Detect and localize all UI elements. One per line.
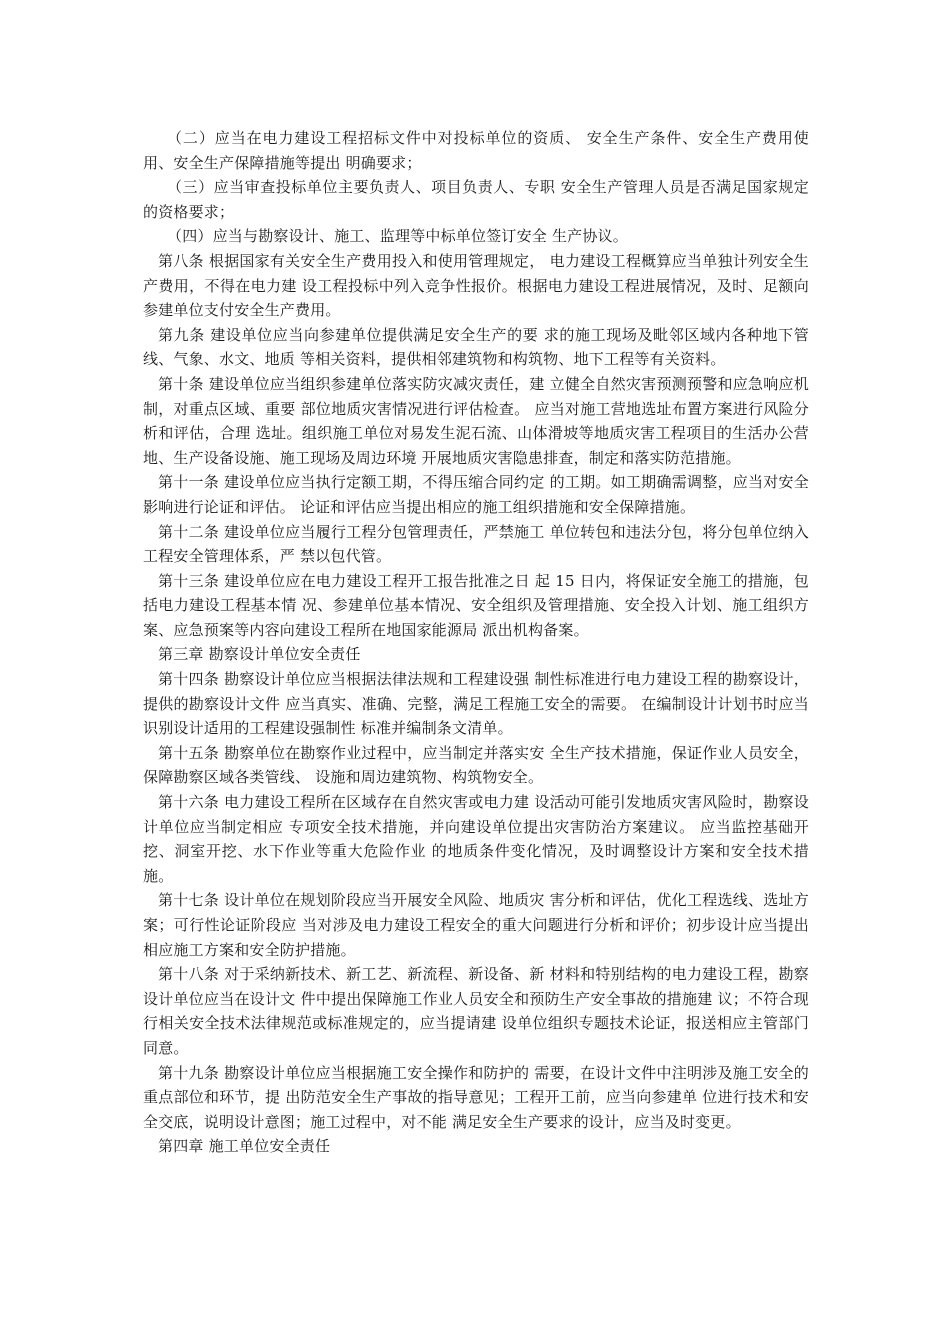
chapter-3-heading: 第三章 勘察设计单位安全责任 <box>158 645 361 664</box>
article-15: 第十五条 勘察单位在勘察作业过程中，应当制定并落实安 全生产技术措施，保证作业人员安全，保障勘察区域各类管线、 设施和周边建筑物、构筑物安全。 <box>143 743 809 787</box>
article-17: 第十七条 设计单位在规划阶段应当开展安全风险、地质灾 害分析和评估，优化工程选线、选址方案；可行性论证阶段应 当对涉及电力建设工程安全的重大问题进行分析和评价；初步设计应当提出相应施工方案和安全防护措施。 <box>143 891 809 959</box>
article-9: 第九条 建设单位应当向参建单位提供满足安全生产的要 求的施工现场及毗邻区域内各种地下管线、气象、水文、地质 等相关资料，提供相邻建筑物和构筑物、地下工程等有关资料。 <box>143 325 809 369</box>
article-14: 第十四条 勘察设计单位应当根据法律法规和工程建设强 制性标准进行电力建设工程的勘察设计，提供的勘察设计文件 应当真实、准确、完整，满足工程施工安全的需要。 在编制设计计划书时应当识别设计适用的工程建设强制性 标准并编制条文清单。 <box>143 670 809 738</box>
article-8: 第八条 根据国家有关安全生产费用投入和使用管理规定， 电力建设工程概算应当单独计列安全生产费用，不得在电力建 设工程投标中列入竞争性报价。根据电力建设工程进展情况，及时、足额向参建单位支付安全生产费用。 <box>143 251 809 320</box>
document-body <box>143 126 809 1159</box>
chapter-4-heading: 第四章 施工单位安全责任 <box>158 1137 331 1156</box>
clause-item-3: （三）应当审查投标单位主要负责人、项目负责人、专职 安全生产管理人员是否满足国家规定的资格要求； <box>143 178 809 221</box>
article-11: 第十一条 建设单位应当执行定额工期，不得压缩合同约定 的工期。如工期确需调整，应当对安全影响进行论证和评估。 论证和评估应当提出相应的施工组织措施和安全保障措施。 <box>143 473 809 516</box>
article-12: 第十二条 建设单位应当履行工程分包管理责任，严禁施工 单位转包和违法分包，将分包单位纳入工程安全管理体系，严 禁以包代管。 <box>143 522 809 566</box>
clause-item-4: （四）应当与勘察设计、施工、监理等中标单位签订安全 生产协议。 <box>167 227 628 246</box>
article-13: 第十三条 建设单位应在电力建设工程开工报告批准之日 起 15 日内，将保证安全施工的措施，包括电力建设工程基本情 况、参建单位基本情况、安全组织及管理措施、安全投入计划、施工组织方案、应急预案等内容向建设工程所在地国家能源局 派出机构备案。 <box>143 571 809 639</box>
article-16: 第十六条 电力建设工程所在区域存在自然灾害或电力建 设活动可能引发地质灾害风险时，勘察设计单位应当制定相应 专项安全技术措施，并向建设单位提出灾害防治方案建议。 应当监控基础开挖、洞室开挖、水下作业等重大危险作业 的地质条件变化情况，及时调整设计方案和安全技术措施。 <box>143 793 809 885</box>
article-19: 第十九条 勘察设计单位应当根据施工安全操作和防护的 需要，在设计文件中注明涉及施工安全的重点部位和环节，提 出防范安全生产事故的指导意见；工程开工前，应当向参建单 位进行技术和安全交底，说明设计意图；施工过程中，对不能 满足安全生产要求的设计，应当及时变更。 <box>143 1063 809 1131</box>
clause-item-2: （二）应当在电力建设工程招标文件中对投标单位的资质、 安全生产条件、安全生产费用使用、安全生产保障措施等提出 明确要求； <box>143 129 809 172</box>
article-18: 第十八条 对于采纳新技术、新工艺、新流程、新设备、新 材料和特别结构的电力建设工程，勘察设计单位应当在设计文 件中提出保障施工作业人员安全和预防生产安全事故的措施建 议；不符合现行相关安全技术法律规范或标准规定的，应当提请建 设单位组织专题技术论证，报送相应主管部门同意。 <box>143 965 809 1057</box>
article-10: 第十条 建设单位应当组织参建单位落实防灾减灾责任，建 立健全自然灾害预测预警和应急响应机制，对重点区域、重要 部位地质灾害情况进行评估检查。 应当对施工营地选址布置方案进行风险分析和评估，合理 选址。组织施工单位对易发生泥石流、山体滑坡等地质灾害工程项目的生活办公营地、生产设备设施、施工现场及周边环境 开展地质灾害隐患排查，制定和落实防范措施。 <box>143 374 809 467</box>
